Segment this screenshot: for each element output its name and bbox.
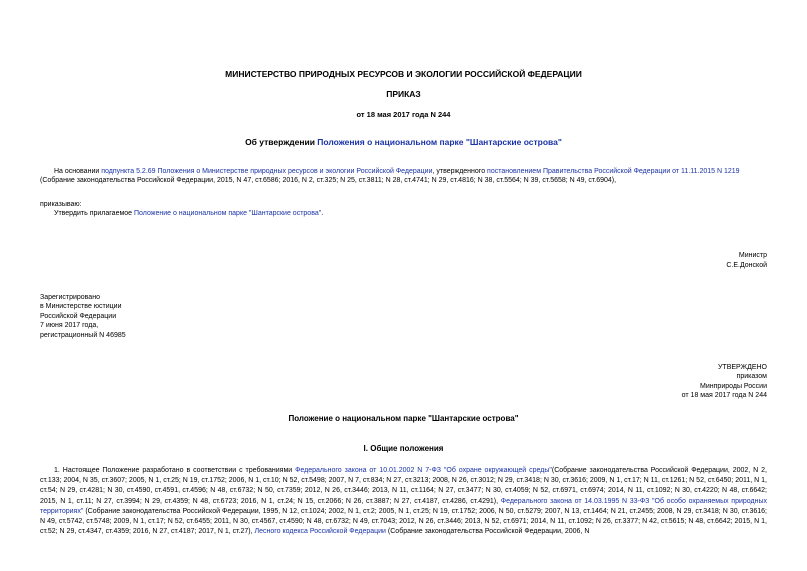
law-7fz-link[interactable]: Федерального закона от 10.01.2002 N 7-ФЗ "Об охране окружающей среды" [295, 467, 552, 474]
order-word: приказываю: [40, 201, 82, 208]
approved-regulation-link[interactable]: Положение о национальном парке "Шантарские острова" [134, 210, 322, 217]
order-title: ПРИКАЗ [386, 89, 421, 99]
ministry-heading: МИНИСТЕРСТВО ПРИРОДНЫХ РЕСУРСОВ И ЭКОЛОГИИ РОССИЙСКОЙ ФЕДЕРАЦИИ [225, 69, 582, 79]
order-date: от 18 мая 2017 года N 244 [356, 110, 451, 119]
minister-name: С.Е.Донской [726, 262, 767, 269]
approve-line: Утвердить прилагаемое Положение о национальном парке "Шантарские острова". [54, 210, 324, 217]
law-33fz-link[interactable]: Федерального закона от 14.03.1995 N 33-ФЗ "Об особо охраняемых природных территориях" [40, 497, 768, 515]
regulation-link[interactable]: Положения о национальном парке "Шантарские острова" [317, 137, 562, 147]
government-decree-link[interactable]: постановлением Правительства Российской Федерации от 11.11.2015 N 1219 [487, 168, 740, 175]
subclause-link[interactable]: подпункта 5.2.69 Положения о Министерстве природных ресурсов и экологии Российской Федерации [101, 168, 433, 175]
preamble-paragraph: На основании подпункта 5.2.69 Положения о Министерстве природных ресурсов и экологии Российской Федерации, утвержденного постановлением Правительства Российской Федерации от 11.11.2015 N 1219 (Собрание законодательства Российской Федерации, 2015, N 47, ст.6586; 2016, N 2, ст.325; N 25, ст.3811; N 28, ст.4741; N 29, ст.4816; N 38, ст.5564; N 39, ст.5658; N 49, ст.6904), [40, 168, 740, 185]
clause-1-paragraph: 1. Настоящее Положение разработано в соответствии с требованиями Федерального закона от 10.01.2002 N 7-ФЗ "Об охране окружающей среды"(Собрание законодательства Российской Федерации, 2002, N 2, ст.133; 2004, N 35, ст.3607; 2005, N 1, ст.25; N 19, ст.1752; 2006, N 1, ст.10; N 52, ст.5498; 2007, N 7, ст.834; N 27, ст.3213; 2008, N 26, ст.3012; N 29, ст.3418; N 30, ст.3616; 2009, N 1, ст.17; N 11, ст.1261; N 52, ст.6450; 2011, N 1, ст.54; N 29, ст.4281; N 30, ст.4590, ст.4591, ст.4596; N 48, ст.6732; N 50, ст.7359; 2012, N 26, ст.3446; 2013, N 11, ст.1164; N 27, ст.3477; N 30, ст.4059; N 52, ст.6971, ст.6974; 2014, N 11, ст.1092; N 30, ст.4220; N 48, ст.6642; 2015, N 1, ст.11; N 27, ст.3994; N 29, ст.4359; N 48, ст.6723; 2016, N 1, ст.24; N 15, ст.2066; N 26, ст.3887; N 27, ст.4187, ст.4286, ст.4291), Федерального закона от 14.03.1995 N 33-ФЗ "Об особо охраняемых природных территориях" (Собрание законодательства Российской Федерации, 1995, N 12, ст.1024; 2002, N 1, ст.2; 2005, N 1, ст.25; N 19, ст.1752; 2006, N 50, ст.5279; 2007, N 13, ст.1464; N 21, ст.2455; 2008, N 29, ст.3418; N 30, ст.3616; N 49, ст.5742, ст.5748; 2009, N 1, ст.17; N 52, ст.6455; 2011, N 30, ст.4567, ст.4590; N 48, ст.6732; N 49, ст.7043; 2012, N 26, ст.3446; 2013, N 52, ст.6971; 2014, N 11, ст.1092; N 26, ст.3377; N 42, ст.5615; N 48, ст.6642; 2015, N 1, ст.52; N 29, ст.4347, ст.4359; 2016, N 27, ст.4187; 2017, N 1, ст.27), Лесного кодекса Российской Федерации (Собрание законодательства Российской Федерации, 2006, N [40, 467, 768, 536]
section-heading: I. Общие положения [363, 444, 444, 453]
forest-code-link[interactable]: Лесного кодекса Российской Федерации [254, 528, 386, 536]
minister-title: Министр [738, 252, 767, 259]
regulation-title: Положение о национальном парке "Шантарские острова" [288, 414, 519, 423]
approval-title [0, 137, 807, 148]
approval-title-prefix: Об утверждении [245, 137, 318, 147]
approved-block: УТВЕРЖДЕНО приказом Минприроды России от 18 мая 2017 года N 244 [681, 364, 767, 400]
registration-block: Зарегистрировано в Министерстве юстиции Российской Федерации 7 июня 2017 года, регистрационный N 46985 [40, 294, 126, 339]
